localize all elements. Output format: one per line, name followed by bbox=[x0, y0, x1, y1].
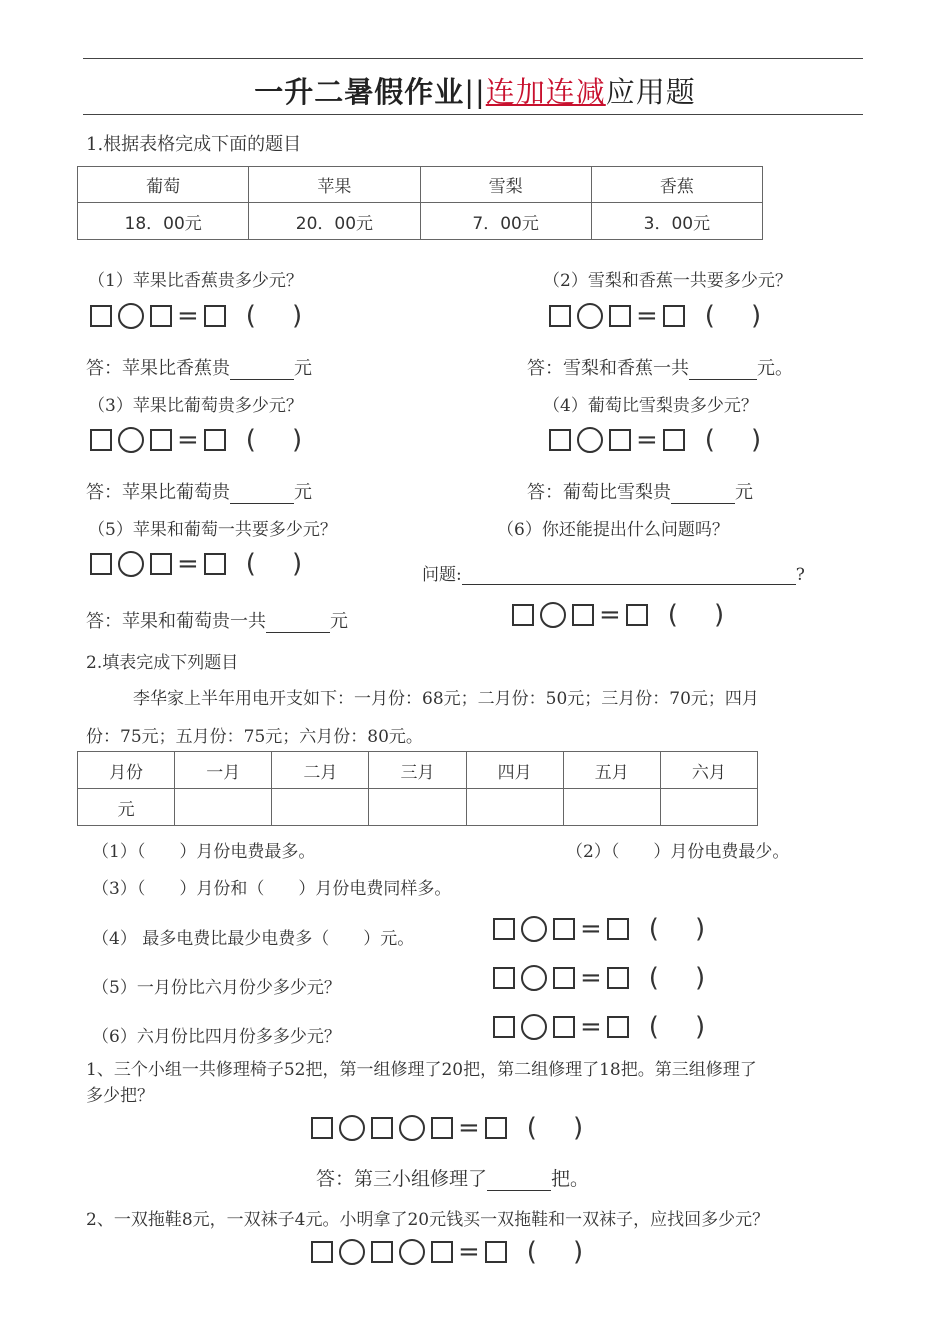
answer-unit: 元。 bbox=[757, 358, 793, 379]
blank-square[interactable] bbox=[553, 967, 575, 989]
blank-square[interactable] bbox=[512, 604, 534, 626]
title-separator: || bbox=[464, 75, 486, 109]
answer-5 bbox=[86, 607, 348, 633]
question-mark: ? bbox=[795, 565, 805, 585]
blank-square[interactable] bbox=[609, 305, 631, 327]
title-highlight: 连加连减 bbox=[485, 75, 606, 109]
blank-square[interactable] bbox=[485, 1117, 507, 1139]
left-paren: ( bbox=[648, 1012, 659, 1042]
own-question-line bbox=[422, 560, 814, 585]
problem-1-line1: 1、三个小组一共修理椅子52把，第一组修理了20把，第二组修理了18把。第三组修理了 bbox=[86, 1060, 757, 1080]
fill-cell[interactable] bbox=[563, 789, 660, 826]
right-paren: ) bbox=[694, 914, 706, 944]
equation-box-2[interactable] bbox=[549, 301, 761, 331]
blank-square[interactable] bbox=[493, 918, 515, 940]
blank-square[interactable] bbox=[90, 429, 112, 451]
equals-sign: = bbox=[177, 549, 199, 579]
equation-box-1[interactable] bbox=[90, 301, 302, 331]
blank-square[interactable] bbox=[485, 1241, 507, 1263]
equation-box-p1[interactable] bbox=[311, 1113, 583, 1143]
header-cell: 月份 bbox=[78, 752, 175, 789]
title-rule bbox=[83, 114, 863, 115]
answer-unit: 把。 bbox=[551, 1168, 590, 1190]
left-paren: ( bbox=[526, 1237, 537, 1267]
right-paren: ) bbox=[291, 549, 303, 579]
left-paren: ( bbox=[648, 963, 659, 993]
operator-circle[interactable] bbox=[577, 427, 603, 453]
answer-blank[interactable] bbox=[671, 485, 735, 504]
section2-heading: 2.填表完成下列题目 bbox=[86, 653, 239, 673]
left-paren: ( bbox=[245, 301, 256, 331]
price-cell: 18．00元 bbox=[78, 203, 249, 240]
right-paren: ) bbox=[694, 1012, 706, 1042]
fruit-price-table bbox=[77, 166, 763, 240]
header-cell: 四月 bbox=[466, 752, 563, 789]
blank-square[interactable] bbox=[493, 967, 515, 989]
blank-square[interactable] bbox=[553, 918, 575, 940]
equation-box-s2-5[interactable] bbox=[493, 963, 705, 993]
left-paren: ( bbox=[245, 549, 256, 579]
blank-square[interactable] bbox=[431, 1241, 453, 1263]
answer-2 bbox=[527, 354, 793, 380]
s2-question-1: （1）（ ）月份电费最多。 bbox=[92, 842, 316, 862]
operator-circle[interactable] bbox=[577, 303, 603, 329]
operator-circle[interactable] bbox=[521, 1014, 547, 1040]
equation-box-6[interactable] bbox=[512, 600, 724, 630]
blank-square[interactable] bbox=[371, 1117, 393, 1139]
left-paren: ( bbox=[526, 1113, 537, 1143]
price-cell: 3．00元 bbox=[591, 203, 762, 240]
right-paren: ) bbox=[713, 600, 725, 630]
operator-circle[interactable] bbox=[399, 1239, 425, 1265]
operator-circle[interactable] bbox=[118, 427, 144, 453]
operator-circle[interactable] bbox=[521, 916, 547, 942]
blank-square[interactable] bbox=[553, 1016, 575, 1038]
operator-circle[interactable] bbox=[540, 602, 566, 628]
header-cell: 葡萄 bbox=[78, 167, 249, 203]
header-cell: 二月 bbox=[272, 752, 369, 789]
answer-blank[interactable] bbox=[230, 361, 294, 380]
answer-unit: 元 bbox=[294, 482, 312, 503]
problem-2-line1: 2、一双拖鞋8元，一双袜子4元。小明拿了20元钱买一双拖鞋和一双袜子，应找回多少元？ bbox=[86, 1210, 770, 1230]
equals-sign: = bbox=[636, 425, 658, 455]
price-cell: 7．00元 bbox=[420, 203, 591, 240]
operator-circle[interactable] bbox=[339, 1115, 365, 1141]
blank-square[interactable] bbox=[90, 305, 112, 327]
header-cell: 五月 bbox=[563, 752, 660, 789]
equals-sign: = bbox=[458, 1113, 480, 1143]
answer-text: 答：葡萄比雪梨贵 bbox=[527, 482, 671, 503]
header-cell: 一月 bbox=[175, 752, 272, 789]
answer-unit: 元 bbox=[735, 482, 753, 503]
operator-circle[interactable] bbox=[339, 1239, 365, 1265]
title-main: 一升二暑假作业 bbox=[254, 75, 465, 109]
section1-heading: 1.根据表格完成下面的题目 bbox=[86, 134, 302, 155]
blank-square[interactable] bbox=[150, 429, 172, 451]
blank-square[interactable] bbox=[663, 429, 685, 451]
blank-square[interactable] bbox=[371, 1241, 393, 1263]
title-tail: 应用题 bbox=[605, 75, 696, 109]
answer-blank[interactable] bbox=[230, 485, 294, 504]
blank-square[interactable] bbox=[311, 1241, 333, 1263]
header-cell: 六月 bbox=[660, 752, 757, 789]
price-cell: 20．00元 bbox=[249, 203, 420, 240]
answer-1 bbox=[86, 354, 312, 380]
answer-3 bbox=[86, 478, 312, 504]
equals-sign: = bbox=[580, 1012, 602, 1042]
left-paren: ( bbox=[704, 301, 715, 331]
fill-cell[interactable] bbox=[175, 789, 272, 826]
question-2: （2）雪梨和香蕉一共要多少元？ bbox=[543, 271, 792, 291]
equals-sign: = bbox=[177, 425, 199, 455]
answer-unit: 元 bbox=[294, 358, 312, 379]
question-6: （6）你还能提出什么问题吗？ bbox=[497, 520, 729, 540]
top-rule bbox=[83, 58, 863, 59]
electricity-table bbox=[77, 751, 758, 826]
fill-cell[interactable] bbox=[369, 789, 466, 826]
blank-square[interactable] bbox=[663, 305, 685, 327]
blank-square[interactable] bbox=[609, 429, 631, 451]
answer-text: 答：苹果比葡萄贵 bbox=[86, 482, 230, 503]
equation-box-5[interactable] bbox=[90, 549, 302, 579]
equals-sign: = bbox=[636, 301, 658, 331]
blank-square[interactable] bbox=[493, 1016, 515, 1038]
equals-sign: = bbox=[458, 1237, 480, 1267]
page-title bbox=[0, 70, 950, 111]
blank-square[interactable] bbox=[607, 967, 629, 989]
fill-cell[interactable] bbox=[466, 789, 563, 826]
s2-question-5: （5）一月份比六月份少多少元？ bbox=[92, 978, 341, 998]
left-paren: ( bbox=[704, 425, 715, 455]
question-5: （5）苹果和葡萄一共要多少元？ bbox=[88, 520, 337, 540]
s2-question-6: （6）六月份比四月份多多少元？ bbox=[92, 1027, 341, 1047]
right-paren: ) bbox=[750, 301, 762, 331]
right-paren: ) bbox=[572, 1113, 584, 1143]
blank-square[interactable] bbox=[549, 305, 571, 327]
question-3: （3）苹果比葡萄贵多少元？ bbox=[88, 396, 303, 416]
blank-square[interactable] bbox=[311, 1117, 333, 1139]
s2-question-3: （3）（ ）月份和（ ）月份电费同样多。 bbox=[92, 879, 452, 899]
answer-text: 答：苹果和葡萄贵一共 bbox=[86, 611, 266, 632]
question-label: 问题: bbox=[422, 565, 462, 585]
equals-sign: = bbox=[177, 301, 199, 331]
header-cell: 苹果 bbox=[249, 167, 420, 203]
problem-1-line2: 多少把？ bbox=[86, 1086, 154, 1106]
section2-intro-line2: 份：75元；五月份：75元；六月份：80元。 bbox=[86, 727, 423, 747]
left-paren: ( bbox=[648, 914, 659, 944]
blank-square[interactable] bbox=[90, 553, 112, 575]
blank-square[interactable] bbox=[150, 553, 172, 575]
s2-question-4: （4） 最多电费比最少电费多（ ）元。 bbox=[92, 929, 415, 949]
problem-1-answer bbox=[316, 1164, 589, 1191]
blank-square[interactable] bbox=[204, 429, 226, 451]
blank-square[interactable] bbox=[572, 604, 594, 626]
operator-circle[interactable] bbox=[118, 303, 144, 329]
answer-blank[interactable] bbox=[266, 614, 330, 633]
right-paren: ) bbox=[291, 301, 303, 331]
question-blank[interactable] bbox=[462, 566, 796, 585]
answer-text: 答：苹果比香蕉贵 bbox=[86, 358, 230, 379]
answer-text: 答：雪梨和香蕉一共 bbox=[527, 358, 689, 379]
equation-box-s2-4[interactable] bbox=[493, 914, 705, 944]
blank-square[interactable] bbox=[626, 604, 648, 626]
right-paren: ) bbox=[750, 425, 762, 455]
right-paren: ) bbox=[694, 963, 706, 993]
fill-cell[interactable] bbox=[660, 789, 757, 826]
equation-box-p2[interactable] bbox=[311, 1237, 583, 1267]
answer-blank[interactable] bbox=[487, 1172, 551, 1191]
equals-sign: = bbox=[580, 963, 602, 993]
question-1: （1）苹果比香蕉贵多少元？ bbox=[88, 271, 303, 291]
fill-cell[interactable] bbox=[272, 789, 369, 826]
left-paren: ( bbox=[245, 425, 256, 455]
question-4: （4）葡萄比雪梨贵多少元？ bbox=[543, 396, 758, 416]
equation-box-3[interactable] bbox=[90, 425, 302, 455]
right-paren: ) bbox=[291, 425, 303, 455]
blank-square[interactable] bbox=[204, 305, 226, 327]
header-cell: 香蕉 bbox=[591, 167, 762, 203]
header-cell: 雪梨 bbox=[420, 167, 591, 203]
answer-blank[interactable] bbox=[689, 361, 757, 380]
blank-square[interactable] bbox=[549, 429, 571, 451]
answer-unit: 元 bbox=[330, 611, 348, 632]
row-label-cell: 元 bbox=[78, 789, 175, 826]
operator-circle[interactable] bbox=[399, 1115, 425, 1141]
equals-sign: = bbox=[599, 600, 621, 630]
blank-square[interactable] bbox=[150, 305, 172, 327]
equals-sign: = bbox=[580, 914, 602, 944]
operator-circle[interactable] bbox=[118, 551, 144, 577]
blank-square[interactable] bbox=[607, 1016, 629, 1038]
equation-box-s2-6[interactable] bbox=[493, 1012, 705, 1042]
blank-square[interactable] bbox=[607, 918, 629, 940]
operator-circle[interactable] bbox=[521, 965, 547, 991]
section2-intro-line1: 李华家上半年用电开支如下：一月份：68元；二月份：50元；三月份：70元；四月 bbox=[133, 689, 759, 709]
equation-box-4[interactable] bbox=[549, 425, 761, 455]
answer-4 bbox=[527, 478, 753, 504]
header-cell: 三月 bbox=[369, 752, 466, 789]
s2-question-2: （2）（ ）月份电费最少。 bbox=[566, 842, 790, 862]
blank-square[interactable] bbox=[431, 1117, 453, 1139]
left-paren: ( bbox=[667, 600, 678, 630]
blank-square[interactable] bbox=[204, 553, 226, 575]
answer-text: 答：第三小组修理了 bbox=[316, 1168, 488, 1190]
right-paren: ) bbox=[572, 1237, 584, 1267]
